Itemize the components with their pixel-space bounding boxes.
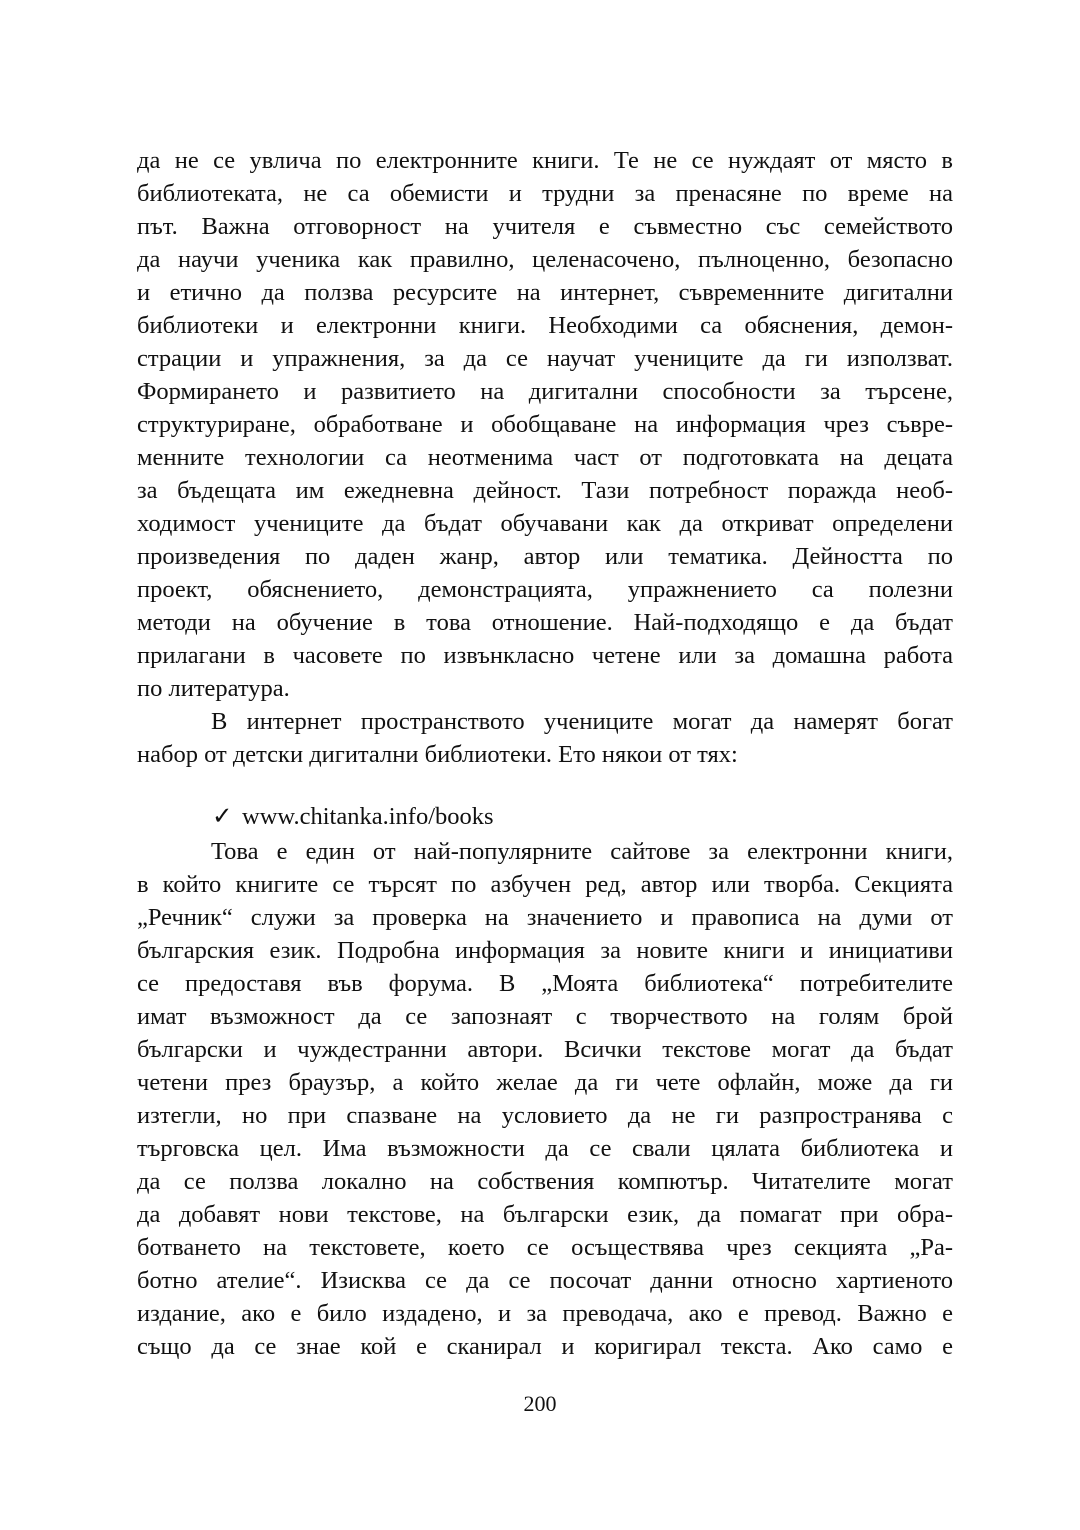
text-line: „Речник“ служи за проверка на значението и правописа на думи от xyxy=(137,904,953,931)
text-line: методи на обучение в това отношение. Най-подходящо е да бъдат xyxy=(137,609,953,636)
text-line: търговска цел. Има възможности да се свали цялата библиотека и xyxy=(137,1135,953,1162)
text-line: в който книгите се търсят по азбучен ред, автор или творба. Секцията xyxy=(137,871,953,898)
paragraph-1 xyxy=(137,144,953,705)
text-line: да научи ученика как правилно, целенасочено, пълноценно, безопасно xyxy=(137,246,953,273)
text-line: проект, обяснението, демонстрацията, упражнението са полезни xyxy=(137,576,953,603)
text-line: и етично да ползва ресурсите на интернет, съвременните дигитални xyxy=(137,279,953,306)
text-line: произведения по даден жанр, автор или тематика. Дейността по xyxy=(137,543,953,570)
text-line: по литература. xyxy=(137,675,290,702)
text-line: библиотеката, не са обемисти и трудни за пренасяне по време на xyxy=(137,180,953,207)
text-line: българския език. Подробна информация за новите книги и инициативи xyxy=(137,937,953,964)
text-line: български и чуждестранни автори. Всички текстове могат да бъдат xyxy=(137,1036,953,1063)
text-line: ботването на текстовете, което се осъществява чрез секцията „Ра- xyxy=(137,1234,953,1261)
text-line: структуриране, обработване и обобщаване на информация чрез съвре- xyxy=(137,411,953,438)
text-line: прилагани в часовете по извънкласно четене или за домашна работа xyxy=(137,642,953,669)
text-line: Това е един от най-популярните сайтове за електронни книги, xyxy=(211,838,953,865)
text-line: също да се знае кой е сканирал и коригирал текста. Ако само е xyxy=(137,1333,953,1360)
text-line: имат възможност да се запознаят с творчеството на голям брой xyxy=(137,1003,953,1030)
text-line: се предоставя във форума. В „Моята библиотека“ потребителите xyxy=(137,970,953,997)
text-line: страции и упражнения, за да се научат учениците да ги използват. xyxy=(137,345,953,372)
text-line: набор от детски дигитални библиотеки. Ето някои от тях: xyxy=(137,741,738,768)
text-line: да не се увлича по електронните книги. Те не се нуждаят от място в xyxy=(137,147,953,174)
text-line: Формирането и развитието на дигитални способности за търсене, xyxy=(137,378,953,405)
text-line: менните технологии са неотменима част от подготовката на децата xyxy=(137,444,953,471)
text-line: В интернет пространството учениците могат да намерят богат xyxy=(211,708,953,735)
paragraph-2 xyxy=(137,705,953,771)
bullet-link-text: www.chitanka.info/books xyxy=(242,803,494,830)
text-line: издание, ако е било издадено, и за преводача, ако е превод. Важно е xyxy=(137,1300,953,1327)
text-line: изтегли, но при спазване на условието да не ги разпространява с xyxy=(137,1102,953,1129)
bullet-item xyxy=(212,800,494,833)
text-line: ходимост учениците да бъдат обучавани как да откриват определени xyxy=(137,510,953,537)
text-line: библиотеки и електронни книги. Необходими са обяснения, демон- xyxy=(137,312,953,339)
checkmark-icon: ✓ xyxy=(212,803,233,830)
page-number: 200 xyxy=(523,1391,557,1416)
text-line: да добавят нови текстове, на български език, да помагат при обра- xyxy=(137,1201,953,1228)
text-line: за бъдещата им ежедневна дейност. Тази потребност поражда необ- xyxy=(137,477,953,504)
paragraph-3 xyxy=(137,835,953,1363)
text-line: ботно ателие“. Изисква се да се посочат данни относно хартиеното xyxy=(137,1267,953,1294)
text-line: път. Важна отговорност на учителя е съвместно със семейството xyxy=(137,213,953,240)
text-line: четени през браузър, а който желае да ги чете офлайн, може да ги xyxy=(137,1069,953,1096)
text-line: да се ползва локално на собствения компютър. Читателите могат xyxy=(137,1168,953,1195)
